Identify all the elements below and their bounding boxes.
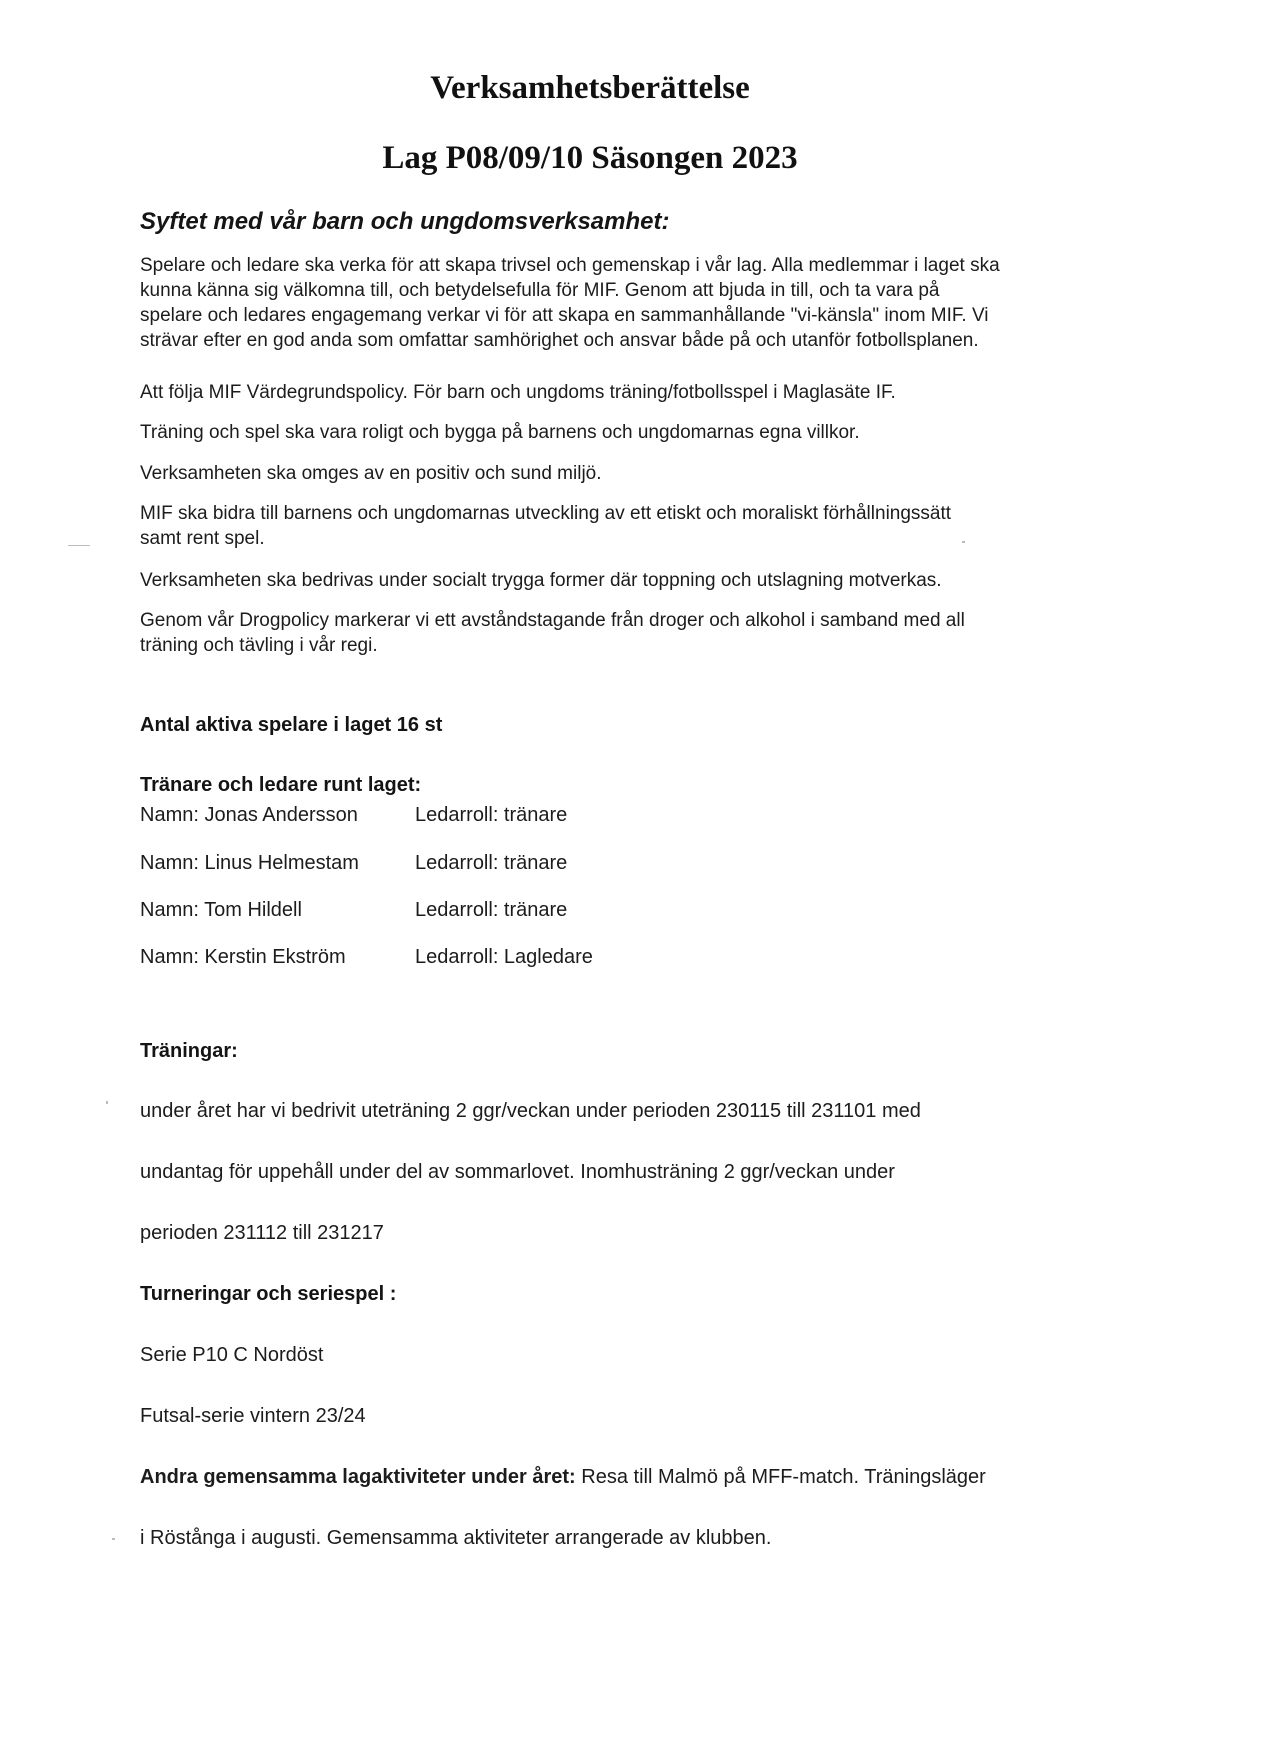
scan-speck bbox=[106, 1101, 108, 1104]
policy-line: Verksamheten ska omges av en positiv och sund miljö. bbox=[140, 463, 602, 484]
purpose-heading: Syftet med vår barn och ungdomsverksamhet: bbox=[140, 208, 670, 235]
leader-row bbox=[140, 804, 567, 827]
drug-policy-paragraph bbox=[140, 608, 1120, 658]
leader-name: Namn: Kerstin Ekström bbox=[140, 946, 346, 968]
tournaments-heading: Turneringar och seriespel : bbox=[140, 1283, 397, 1305]
purpose-line: strävar efter en god anda som omfattar samhörighet och ansvar både på och utanför fotbollsplanen. bbox=[140, 330, 979, 351]
leader-name: Namn: Tom Hildell bbox=[140, 899, 302, 921]
policy-line: Att följa MIF Värdegrundspolicy. För barn och ungdoms träning/fotbollsspel i Maglasäte IF. bbox=[140, 382, 896, 403]
scan-speck bbox=[112, 1538, 115, 1540]
other-activities-label: Andra gemensamma lagaktiviteter under året: bbox=[140, 1466, 576, 1488]
policy-line: Träning och spel ska vara roligt och bygga på barnens och ungdomarnas egna villkor. bbox=[140, 422, 860, 443]
ethics-line: samt rent spel. bbox=[140, 528, 265, 549]
ethics-paragraph bbox=[140, 501, 1120, 551]
trainings-line: under året har vi bedrivit uteträning 2 ggr/veckan under perioden 230115 till 231101 med bbox=[140, 1100, 921, 1122]
leader-row bbox=[140, 946, 593, 969]
purpose-paragraph bbox=[140, 253, 1120, 353]
active-players: Antal aktiva spelare i laget 16 st bbox=[140, 714, 443, 736]
purpose-line: spelare och ledares engagemang verkar vi för att skapa en sammanhållande "vi-känsla" inom MIF. Vi bbox=[140, 305, 989, 326]
document-title: Verksamhetsberättelse bbox=[430, 70, 750, 106]
leader-row bbox=[140, 852, 567, 875]
leader-name: Namn: Jonas Andersson bbox=[140, 804, 358, 826]
other-activities-line bbox=[140, 1466, 986, 1489]
drug-policy-line: träning och tävling i vår regi. bbox=[140, 635, 378, 656]
purpose-line: Spelare och ledare ska verka för att skapa trivsel och gemenskap i vår lag. Alla medlemmar i laget ska bbox=[140, 255, 1000, 276]
purpose-line: kunna känna sig välkomna till, och betydelsefulla för MIF. Genom att bjuda in till, och ta vara på bbox=[140, 280, 940, 301]
leader-role: Ledarroll: tränare bbox=[415, 852, 568, 874]
safety-line: Verksamheten ska bedrivas under socialt trygga former där toppning och utslagning motverkas. bbox=[140, 570, 942, 591]
leader-name: Namn: Linus Helmestam bbox=[140, 852, 359, 874]
leader-role: Ledarroll: tränare bbox=[415, 899, 568, 921]
ethics-line: MIF ska bidra till barnens och ungdomarnas utveckling av ett etiskt och moraliskt förhållningssätt bbox=[140, 503, 952, 524]
leaders-heading: Tränare och ledare runt laget: bbox=[140, 774, 422, 796]
drug-policy-line: Genom vår Drogpolicy markerar vi ett avståndstagande från droger och alkohol i samband med all bbox=[140, 610, 965, 631]
document-subtitle: Lag P08/09/10 Säsongen 2023 bbox=[382, 140, 798, 176]
other-activities-line: i Röstånga i augusti. Gemensamma aktiviteter arrangerade av klubben. bbox=[140, 1527, 772, 1549]
other-activities-text: Resa till Malmö på MFF-match. Träningsläger bbox=[575, 1466, 986, 1488]
scan-speck bbox=[68, 545, 90, 546]
leader-row bbox=[140, 899, 567, 922]
leader-role: Ledarroll: Lagledare bbox=[415, 946, 593, 968]
trainings-line: perioden 231112 till 231217 bbox=[140, 1222, 384, 1244]
trainings-line: undantag för uppehåll under del av sommarlovet. Inomhusträning 2 ggr/veckan under bbox=[140, 1161, 895, 1183]
scan-speck bbox=[962, 541, 965, 543]
leader-role: Ledarroll: tränare bbox=[415, 804, 568, 826]
trainings-heading: Träningar: bbox=[140, 1040, 238, 1062]
tournament-item: Futsal-serie vintern 23/24 bbox=[140, 1405, 366, 1427]
tournament-item: Serie P10 C Nordöst bbox=[140, 1344, 324, 1366]
